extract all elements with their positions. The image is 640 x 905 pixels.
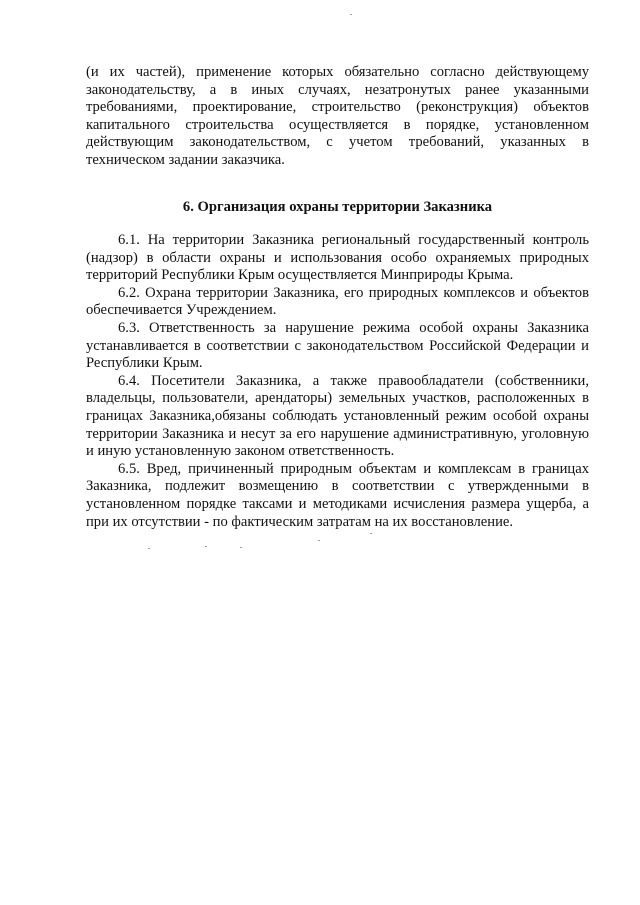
section-body: [86, 232, 589, 531]
scan-artifact: [370, 533, 372, 534]
paragraph-6-2: 6.2. Охрана территории Заказника, его природных комплексов и объектов обеспечивается Учреждением.: [86, 284, 589, 319]
intro-paragraph: (и их частей), применение которых обязательно согласно действующему законодательству, а в иных случаях, незатронутых ранее указанными требованиями, проектирование, строительство (реконструкция) объектов капитального строительства осуществляется в порядке, установленном действующим законодательством, с учетом требований, указанных в техническом задании заказчика.: [86, 64, 589, 168]
paragraph-6-1: 6.1. На территории Заказника региональный государственный контроль (надзор) в области охраны и использования особо охраняемых природных территорий Республики Крым осуществляется Минприроды Крыма.: [86, 232, 589, 284]
scan-artifact: [148, 548, 150, 549]
scan-artifact: [318, 540, 320, 541]
paragraph-6-3: 6.3. Ответственность за нарушение режима особой охраны Заказника устанавливается в соответствии с законодательством Российской Федерации и Республики Крым.: [86, 319, 589, 372]
scan-artifact: [350, 14, 352, 15]
scan-artifact: [240, 547, 242, 548]
paragraph-6-4: 6.4. Посетители Заказника, а также правообладатели (собственники, владельцы, пользователи, арендаторы) земельных участков, расположенных в границах Заказника,обязаны соблюдать установленный режим особой охраны территории Заказника и несут за его нарушение административную, уголовную и иную установленную законом ответственность.: [86, 372, 589, 460]
scan-artifact: [205, 546, 207, 547]
section-heading: 6. Организация охраны территории Заказника: [182, 199, 493, 215]
paragraph-6-5: 6.5. Вред, причиненный природным объектам и комплексам в границах Заказника, подлежит возмещению в соответствии с утвержденными в установленном порядке таксами и методиками исчисления размера ущерба, а при их отсутствии - по фактическим затратам на их восстановление.: [86, 460, 589, 530]
